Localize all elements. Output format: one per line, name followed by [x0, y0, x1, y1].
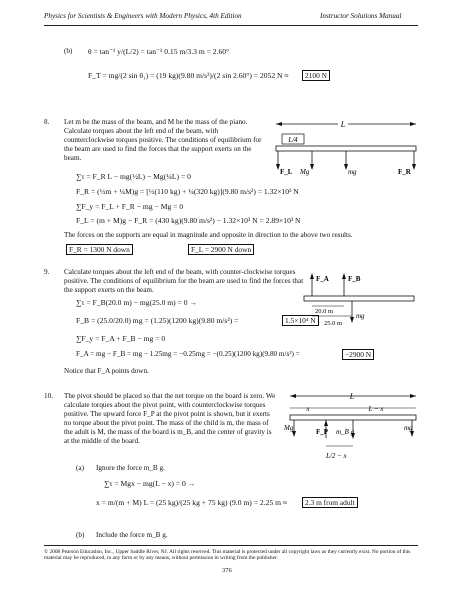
half-label: L/2 − x	[326, 452, 347, 460]
fp-arrowhead	[324, 420, 328, 426]
problem-9-text: Calculate torques about the left end of the beam, with counter-clockwise torques positive. The conditions of equilibrium for the beam are used to find the forces that the support exerts on the beam.	[64, 268, 304, 294]
p8-eq4: F_L = (m + M)g − F_R = (430 kg)(9.80 m/s²) − 1.32×10³ N = 2.89×10³ N	[76, 216, 301, 225]
p9-eq3: ∑F_y = F_A + F_B − mg = 0	[76, 334, 166, 343]
problem-8-number: 8.	[44, 118, 50, 126]
fb-label: F_B	[348, 275, 361, 283]
board-arrowhead-left	[290, 394, 296, 398]
p8-eq3: ∑F_y = F_L + F_R − mg − Mg = 0	[76, 202, 184, 211]
beam	[276, 146, 416, 151]
p9-eq1: ∑τ = F_B(20.0 m) − mg(25.0 m) = 0 →	[76, 298, 198, 307]
mg-child-label: mg	[404, 424, 413, 432]
p9-eq2: F_B = (25.0/20.0) mg = (1.25)(1200 kg)(9.80 m/s²) =	[76, 316, 239, 325]
mg-adult-label: Mg	[284, 424, 294, 432]
p10-answer-a: 2.3 m from adult	[302, 497, 358, 508]
part-b2-label: (b)	[76, 531, 85, 539]
problem-10-text: The pivot should be placed so that the net torque on the board is zero. We calculate torques about the pivot point, with counterclockwise torques positive. The upward force F_P at the pivot point is shown, but it exerts no torque about the pivot point. The mass of the child is m, the mass of the adult is M, the mass of the board is m_B, and the center of gravity is at the middle of the board.	[64, 392, 276, 445]
part-a-label: (a)	[76, 464, 84, 472]
footer-rule	[44, 545, 418, 546]
problem-8-diagram	[270, 114, 420, 184]
mg-piano-label: Mg	[300, 168, 310, 176]
page-number: 376	[222, 567, 232, 574]
arrowhead-left	[276, 122, 282, 126]
lmx-label: L − x	[368, 405, 384, 413]
p8-answer-l: F_L = 2900 N down	[188, 244, 254, 255]
book-title: Physics for Scientists & Engineers with Modern Physics, 4th Edition	[44, 12, 242, 20]
problem-10-diagram	[286, 390, 421, 468]
mg-9-label: mg	[356, 312, 365, 320]
problem-9-number: 9.	[44, 268, 50, 276]
p9-eq4: F_A = mg − F_B = mg − 1.25mg = −0.25mg = −(0.25)(1200 kg)(9.80 m/s²) =	[76, 350, 300, 358]
mg-beam-label: mg	[348, 168, 357, 176]
p10-eq2: x = m/(m + M) L = (25 kg)/(25 kg + 75 kg) (9.0 m) = 2.25 m ≈	[96, 498, 288, 507]
board-arrowhead-right	[410, 394, 416, 398]
p9-answer-b: 1.5×10⁴ N	[282, 315, 319, 326]
quarter-label: L/4	[288, 136, 298, 144]
problem-10-number: 10.	[44, 392, 53, 400]
manual-title: Instructor Solutions Manual	[320, 12, 402, 20]
fr-arrowhead	[412, 164, 416, 170]
tension-answer: 2100 N	[302, 70, 330, 81]
d25-label: 25.0 m	[324, 320, 343, 327]
fl-label: F_L	[280, 168, 293, 176]
copyright-notice: © 2008 Pearson Education, Inc., Upper Saddle River, NJ. All rights reserved. This material is protected under all copyright laws as they currently exist. No portion of this material may be reproduced, in any form or by any means, without permission in writing from the publisher.	[44, 549, 411, 562]
p8-answer-r: F_R = 1300 N down	[66, 244, 133, 255]
p8-eq1: ∑τ = F_R L − mg(½L) − Mg(¼L) = 0	[76, 172, 191, 181]
fb-arrowhead	[342, 273, 346, 279]
beam-9	[304, 296, 414, 301]
d20-label: 20.0 m	[315, 308, 334, 315]
x-label: x	[306, 405, 310, 413]
mg-piano-arrowhead	[310, 164, 314, 170]
header-rule	[44, 25, 418, 26]
l-label: L	[340, 120, 346, 129]
theta-equation: θ = tan⁻¹ y/(L/2) = tan⁻¹ 0.15 m/3.3 m = 2.60°	[88, 47, 230, 56]
p9-notice: Notice that F_A points down.	[64, 367, 149, 375]
board	[290, 415, 416, 420]
fa-label: F_A	[316, 275, 329, 283]
part-b-label: (b)	[64, 47, 73, 55]
part-b2-text: Include the force m_B g.	[96, 531, 168, 539]
fa-arrowhead	[310, 273, 314, 279]
tension-equation: F_T = mg/(2 sin θ₁) = (19 kg)(9.80 m/s²)/(2 sin 2.60°) = 2052 N ≈	[88, 71, 289, 80]
p8-eq2: F_R = (½m + ¼M)g = [½(110 kg) + ¼(320 kg)](9.80 m/s²) = 1.32×10³ N	[76, 187, 299, 196]
part-a-text: Ignore the force m_B g.	[96, 464, 165, 472]
p10-eq1: ∑τ = Mgx − mg(L − x) = 0 →	[104, 479, 196, 488]
arrowhead-right	[410, 122, 416, 126]
fp-label: F_P	[316, 428, 329, 436]
p9-answer-a: −2900 N	[342, 349, 374, 360]
fr-label: F_R	[398, 168, 411, 176]
problem-8-text: Let m be the mass of the beam, and M be the mass of the piano. Calculate torques about the left end of the beam, with counterclockwise torques positive. The conditions of equilibrium for the beam are used to find the forces that the support exerts on the beam.	[64, 118, 262, 162]
mg-9-arrowhead	[350, 317, 354, 323]
board-length-label: L	[349, 392, 355, 401]
p8-conclusion: The forces on the supports are equal in magnitude and opposite in direction to the above two results.	[64, 231, 353, 239]
mbg-label: m_B g	[336, 428, 355, 436]
problem-9-diagram	[302, 270, 422, 332]
